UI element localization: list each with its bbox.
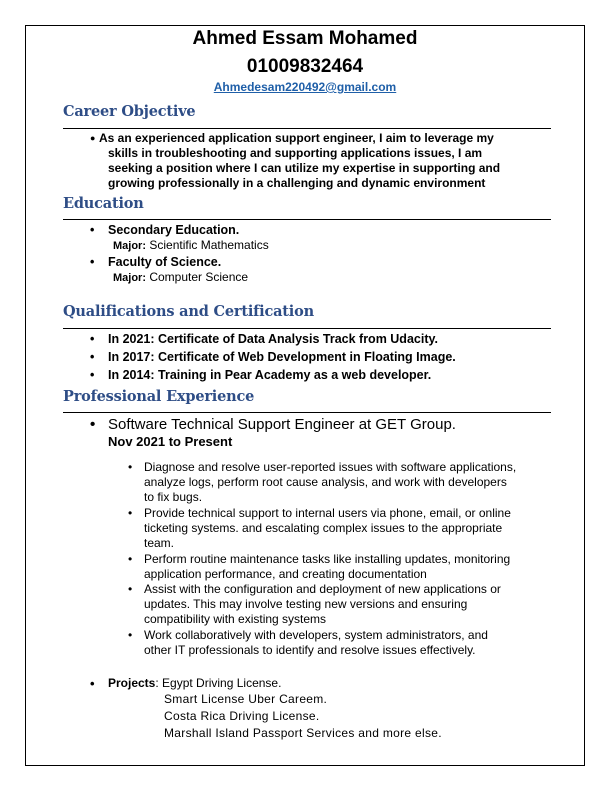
duty-item (128, 552, 558, 582)
bullet-icon: • (128, 582, 133, 596)
duty-line: team. (144, 536, 175, 550)
project-name: Egypt Driving License. (162, 676, 282, 690)
bullet-icon: ● (90, 133, 96, 143)
education-title: Secondary Education. (108, 223, 240, 237)
section-title-education: Education (63, 195, 144, 212)
education-title: Faculty of Science. (108, 255, 222, 269)
bullet-icon: • (90, 416, 96, 433)
objective-line: skills in troubleshooting and supporting applications issues, I am (108, 146, 483, 160)
education-major (113, 270, 248, 284)
duty-item (128, 506, 558, 551)
duty-line: Provide technical support to internal users via phone, email, or online (144, 506, 511, 520)
section-title-career-objective: Career Objective (63, 103, 196, 120)
job-title-text: Software Technical Support Engineer at GET Group. (108, 416, 456, 433)
duty-item (128, 628, 558, 658)
objective-line: seeking a position where I can utilize my expertise in supporting and (108, 161, 501, 175)
job-dates: Nov 2021 to Present (108, 434, 233, 449)
duty-line: compatibility with existing systems (144, 612, 327, 626)
projects-label: Projects (108, 676, 156, 690)
bullet-icon: • (90, 255, 95, 269)
qualification-text: In 2021: Certificate of Data Analysis Track from Udacity. (108, 332, 438, 346)
education-major (113, 238, 269, 252)
duty-line: to fix bugs. (144, 490, 203, 504)
bullet-icon: • (90, 332, 95, 346)
projects-first-line: Projects: Egypt Driving License. (108, 676, 282, 690)
section-divider (63, 128, 551, 129)
project-name: Smart License Uber Careem. (164, 692, 328, 706)
objective-line: As an experienced application support engineer, I aim to leverage my (99, 131, 494, 145)
section-divider (63, 412, 551, 413)
project-name: Costa Rica Driving License. (164, 709, 320, 723)
section-title-experience: Professional Experience (63, 388, 255, 405)
objective-line: growing professionally in a challenging and dynamic environment (108, 176, 486, 190)
bullet-icon: • (128, 628, 133, 642)
project-name: Marshall Island Passport Services and more else. (164, 726, 442, 740)
duty-line: analyze logs, perform root cause analysis, and work with developers (144, 475, 507, 489)
bullet-icon: • (90, 350, 95, 364)
duty-item (128, 582, 558, 627)
major-label: Major: (113, 272, 146, 284)
section-divider (63, 328, 551, 329)
career-objective-text (90, 131, 540, 191)
bullet-icon: • (90, 223, 95, 237)
major-value: Scientific Mathematics (149, 238, 269, 252)
section-title-qualifications: Qualifications and Certification (63, 303, 314, 320)
bullet-icon: • (90, 368, 95, 382)
bullet-icon: • (90, 676, 95, 691)
duty-line: application performance, and creating documentation (144, 567, 427, 581)
duty-line: Assist with the configuration and deployment of new applications or (144, 582, 501, 596)
duty-line: Work collaboratively with developers, system administrators, and (144, 628, 488, 642)
qualification-text: In 2014: Training in Pear Academy as a web developer. (108, 368, 432, 382)
duty-line: updates. This may involve testing new versions and ensuring (144, 597, 468, 611)
duty-line: Diagnose and resolve user-reported issues with software applications, (144, 460, 517, 474)
duty-line: ticketing systems. and escalating complex issues to the appropriate (144, 521, 503, 535)
email-link[interactable]: Ahmedesam220492@gmail.com (213, 80, 397, 94)
duty-line: Perform routine maintenance tasks like installing updates, monitoring (144, 552, 511, 566)
candidate-name: Ahmed Essam Mohamed (192, 28, 418, 49)
qualification-text: In 2017: Certificate of Web Development in Floating Image. (108, 350, 456, 364)
bullet-icon: • (128, 460, 133, 474)
phone-number: 01009832464 (246, 56, 364, 77)
major-label: Major: (113, 240, 146, 252)
bullet-icon: • (128, 552, 133, 566)
section-divider (63, 219, 551, 220)
duty-item (128, 460, 558, 505)
major-value: Computer Science (149, 270, 249, 284)
bullet-icon: • (128, 506, 133, 520)
duty-line: other IT professionals to identify and resolve issues effectively. (144, 643, 476, 657)
